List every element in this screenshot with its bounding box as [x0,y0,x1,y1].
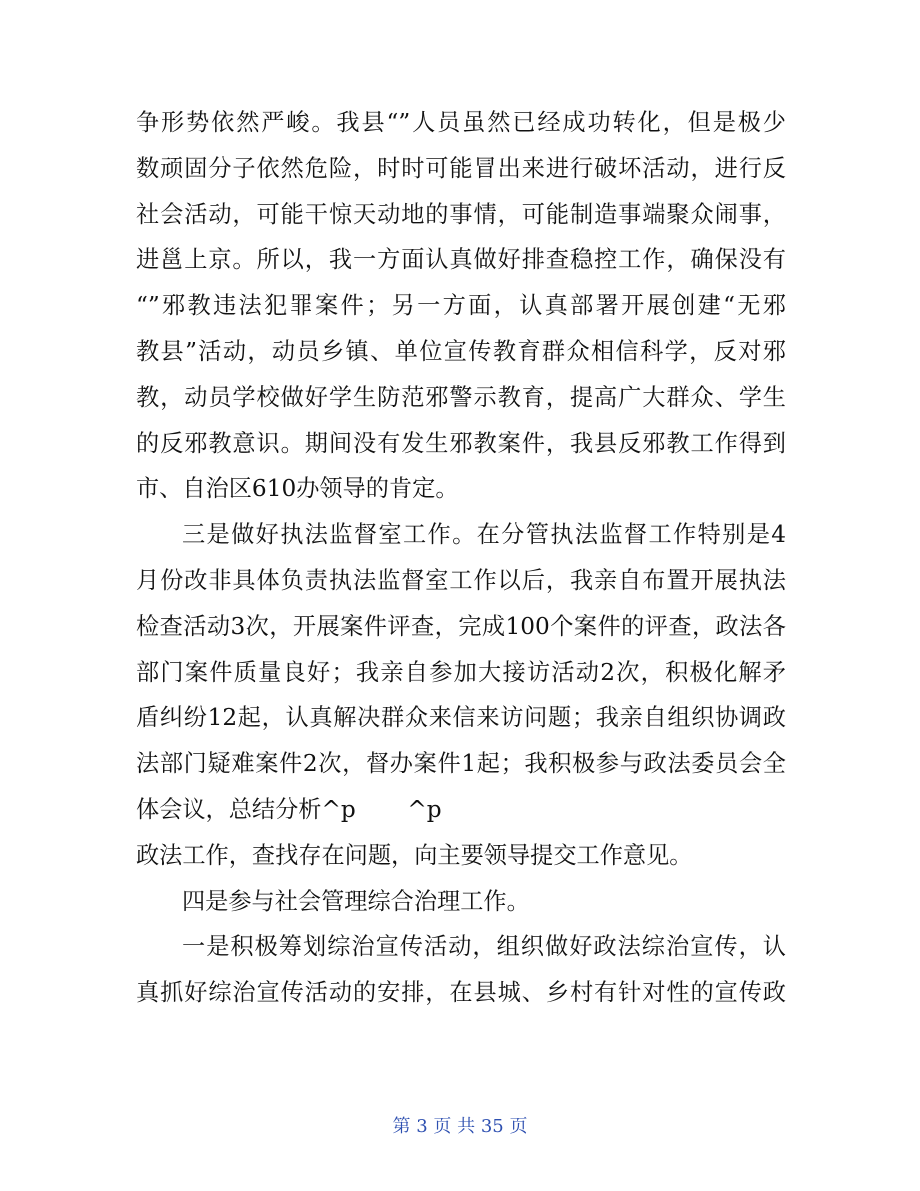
text-line: 争形势依然严峻。我县“”人员虽然已经成功转化，但是极少 [136,109,786,136]
text-line: 部门案件质量良好；我亲自参加大接访活动2次，积极化解矛 [136,658,786,686]
text-line: 一是积极筹划综治宣传活动，组织做好政法综治宣传，认 [182,933,786,961]
text-line: 法部门疑难案件2次，督办案件1起；我积极参与政法委员会全 [136,750,786,778]
page-footer: 第 3 页 共 35 页 [392,1116,528,1137]
text-line: 检查活动3次，开展案件评查，完成100个案件的评查，政法各 [136,612,786,640]
text-line: 三是做好执法监督室工作。在分管执法监督工作特别是4 [182,521,786,549]
text-line: 数顽固分子依然危险，时时可能冒出来进行破坏活动，进行反 [136,154,786,182]
text-line: “”邪教违法犯罪案件；另一方面，认真部署开展创建“无邪 [136,292,786,320]
document-body [136,100,786,1016]
text-line: 真抓好综治宣传活动的安排，在县城、乡村有针对性的宣传政 [136,979,786,1007]
text-line: 盾纠纷12起，认真解决群众来信来访问题；我亲自组织协调政 [136,704,786,732]
text-line: 政法工作，查找存在问题，向主要领导提交工作意见。 [136,841,693,869]
text-line: 教，动员学校做好学生防范邪警示教育，提高广大群众、学生 [136,383,786,411]
text-line: 体会议，总结分析^p ^p [136,795,442,823]
text-line: 社会活动，可能干惊天动地的事情，可能制造事端聚众闹事， [136,200,786,228]
text-line: 进邕上京。所以，我一方面认真做好排查稳控工作，确保没有 [136,246,786,274]
text-line: 市、自治区610办领导的肯定。 [136,475,459,503]
text-line: 的反邪教意识。期间没有发生邪教案件，我县反邪教工作得到 [136,429,786,457]
text-line: 月份改非具体负责执法监督室工作以后，我亲自布置开展执法 [136,566,786,594]
text-line: 四是参与社会管理综合治理工作。 [182,887,530,915]
text-line: 教县”活动，动员乡镇、单位宣传教育群众相信科学，反对邪 [136,337,786,365]
